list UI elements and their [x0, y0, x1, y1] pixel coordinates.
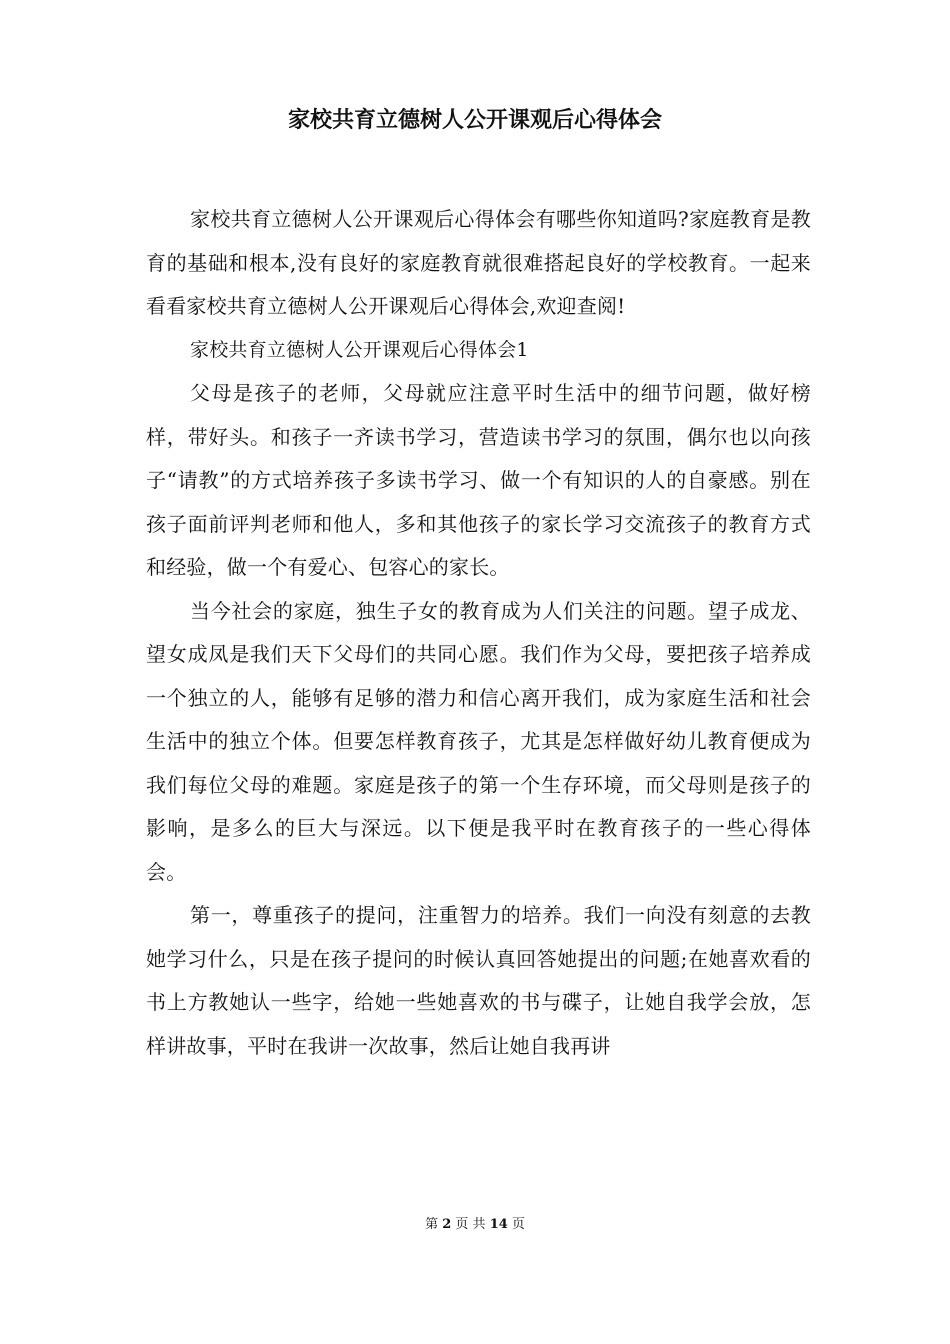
footer-prefix: 第	[425, 1217, 439, 1232]
intro-paragraph: 家校共育立德树人公开课观后心得体会有哪些你知道吗?家庭教育是教育的基础和根本,没有良好的家庭教育就很难搭起良好的学校教育。一起来看看家校共育立德树人公开课观后心得体会,欢迎查阅!	[146, 207, 811, 318]
body-paragraph: 父母是孩子的老师，父母就应注意平时生活中的细节问题，做好榜样，带好头。和孩子一齐读书学习，营造读书学习的氛围，偶尔也以向孩子“请教”的方式培养孩子多读书学习、做一个有知识的人的自豪感。别在孩子面前评判老师和他人，多和其他孩子的家长学习交流孩子的教育方式和经验，做一个有爱心、包容心的家长。	[146, 381, 811, 579]
footer-middle: 页 共	[455, 1217, 486, 1232]
body-paragraph: 当今社会的家庭，独生子女的教育成为人们关注的问题。望子成龙、望女成凤是我们天下父母们的共同心愿。我们作为父母，要把孩子培养成一个独立的人，能够有足够的潜力和信心离开我们，成为家庭生活和社会生活中的独立个体。但要怎样教育孩子，尤其是怎样做好幼儿教育便成为我们每位父母的难题。家庭是孩子的第一个生存环境，而父母则是孩子的影响，是多么的巨大与深远。以下便是我平时在教育孩子的一些心得体会。	[146, 598, 811, 884]
document-body	[146, 198, 811, 1068]
page-footer	[0, 1215, 950, 1235]
footer-suffix: 页	[511, 1217, 525, 1232]
body-paragraph: 第一，尊重孩子的提问，注重智力的培养。我们一向没有刻意的去教她学习什么，只是在孩子提问的时候认真回答她提出的问题;在她喜欢看的书上方教她认一些字，给她一些她喜欢的书与碟子，让她自我学会放，怎样讲故事，平时在我讲一次故事，然后让她自我再讲	[146, 903, 811, 1058]
current-page-number: 2	[442, 1217, 452, 1232]
total-pages-number: 14	[489, 1217, 508, 1232]
section-heading: 家校共育立德树人公开课观后心得体会1	[190, 338, 529, 361]
document-title: 家校共育立德树人公开课观后心得体会	[287, 107, 662, 133]
